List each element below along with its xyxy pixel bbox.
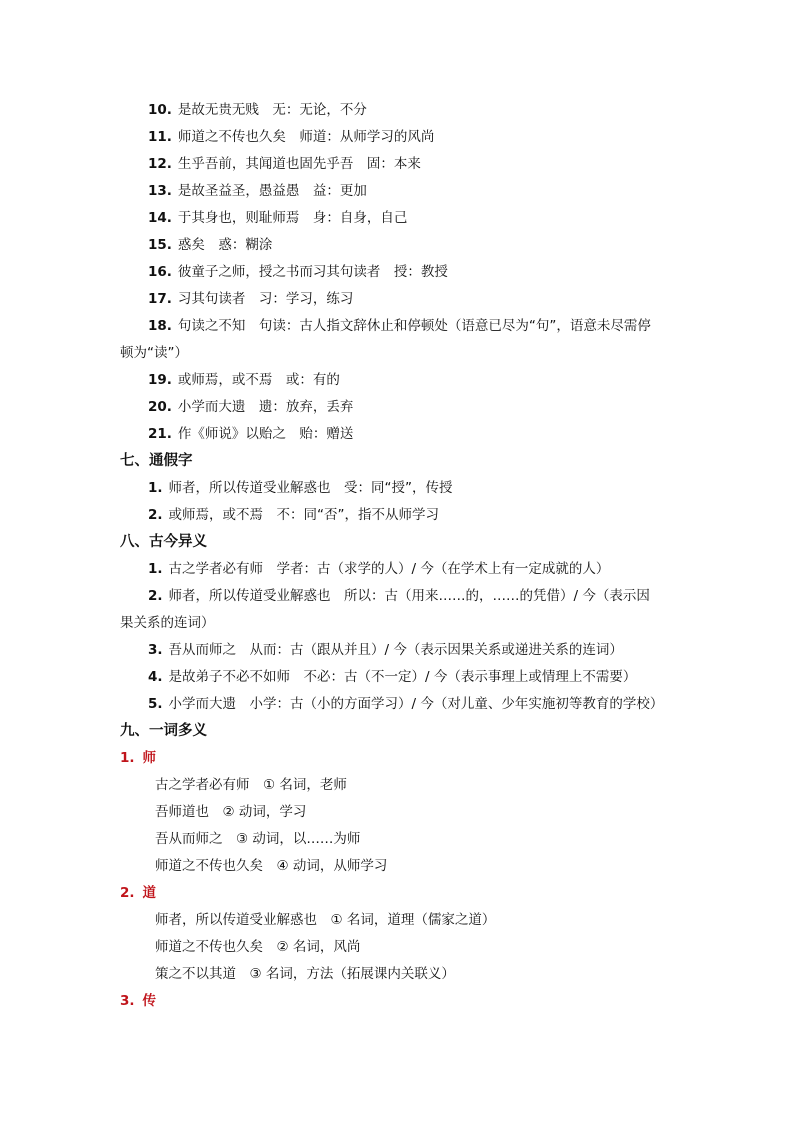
section-heading: 九、一词多义 xyxy=(120,723,207,739)
gujin-item: 4. 是故弟子不必不如师 不必：古（不一定）/ 今（表示事理上或情理上不需要） xyxy=(148,669,637,685)
polysemy-example: 吾师道也 ② 动词，学习 xyxy=(155,804,307,820)
polysemy-word-heading: 2. 道 xyxy=(120,885,157,901)
gujin-item: 1. 古之学者必有师 学者：古（求学的人）/ 今（在学术上有一定成就的人） xyxy=(148,561,610,577)
polysemy-word-heading: 3. 传 xyxy=(120,993,157,1009)
polysemy-example: 师道之不传也久矣 ④ 动词，从师学习 xyxy=(155,858,388,874)
gujin-item-continuation: 果关系的连词） xyxy=(120,615,215,631)
vocab-item: 20. 小学而大遗 遗：放弃，丢弃 xyxy=(148,399,354,415)
polysemy-example: 策之不以其道 ③ 名词，方法（拓展课内关联义） xyxy=(155,966,455,982)
tongjia-item: 1. 师者，所以传道受业解惑也 受：同“授”，传授 xyxy=(148,480,453,496)
polysemy-example: 吾从而师之 ③ 动词，以……为师 xyxy=(155,831,361,847)
gujin-item: 3. 吾从而师之 从而：古（跟从并且）/ 今（表示因果关系或递进关系的连词） xyxy=(148,642,623,658)
gujin-item: 2. 师者，所以传道受业解惑也 所以：古（用来……的，……的凭借）/ 今（表示因 xyxy=(148,588,650,604)
tongjia-item: 2. 或师焉，或不焉 不：同“否”，指不从师学习 xyxy=(148,507,440,523)
polysemy-example: 师道之不传也久矣 ② 名词，风尚 xyxy=(155,939,361,955)
vocab-item: 10. 是故无贵无贱 无：无论，不分 xyxy=(148,102,367,118)
polysemy-example: 古之学者必有师 ① 名词，老师 xyxy=(155,777,347,793)
vocab-item: 15. 惑矣 惑：糊涂 xyxy=(148,237,273,253)
vocab-item-continuation: 顿为“读”） xyxy=(120,345,188,361)
vocab-item: 17. 习其句读者 习：学习，练习 xyxy=(148,291,354,307)
section-heading: 七、通假字 xyxy=(120,453,193,469)
polysemy-example: 师者，所以传道受业解惑也 ① 名词，道理（儒家之道） xyxy=(155,912,496,928)
vocab-item: 13. 是故圣益圣，愚益愚 益：更加 xyxy=(148,183,367,199)
gujin-item: 5. 小学而大遗 小学：古（小的方面学习）/ 今（对儿童、少年实施初等教育的学校） xyxy=(148,696,664,712)
vocab-item: 18. 句读之不知 句读：古人指文辞休止和停顿处（语意已尽为“句”，语意未尽需停 xyxy=(148,318,651,334)
polysemy-word-heading: 1. 师 xyxy=(120,750,157,766)
vocab-item: 11. 师道之不传也久矣 师道：从师学习的风尚 xyxy=(148,129,435,145)
vocab-item: 14. 于其身也，则耻师焉 身：自身，自己 xyxy=(148,210,408,226)
vocab-item: 16. 彼童子之师，授之书而习其句读者 授：教授 xyxy=(148,264,448,280)
vocab-item: 12. 生乎吾前，其闻道也固先乎吾 固：本来 xyxy=(148,156,421,172)
vocab-item: 19. 或师焉，或不焉 或：有的 xyxy=(148,372,340,388)
vocab-item: 21. 作《师说》以贻之 贻：赠送 xyxy=(148,426,354,442)
section-heading: 八、古今异义 xyxy=(120,534,207,550)
